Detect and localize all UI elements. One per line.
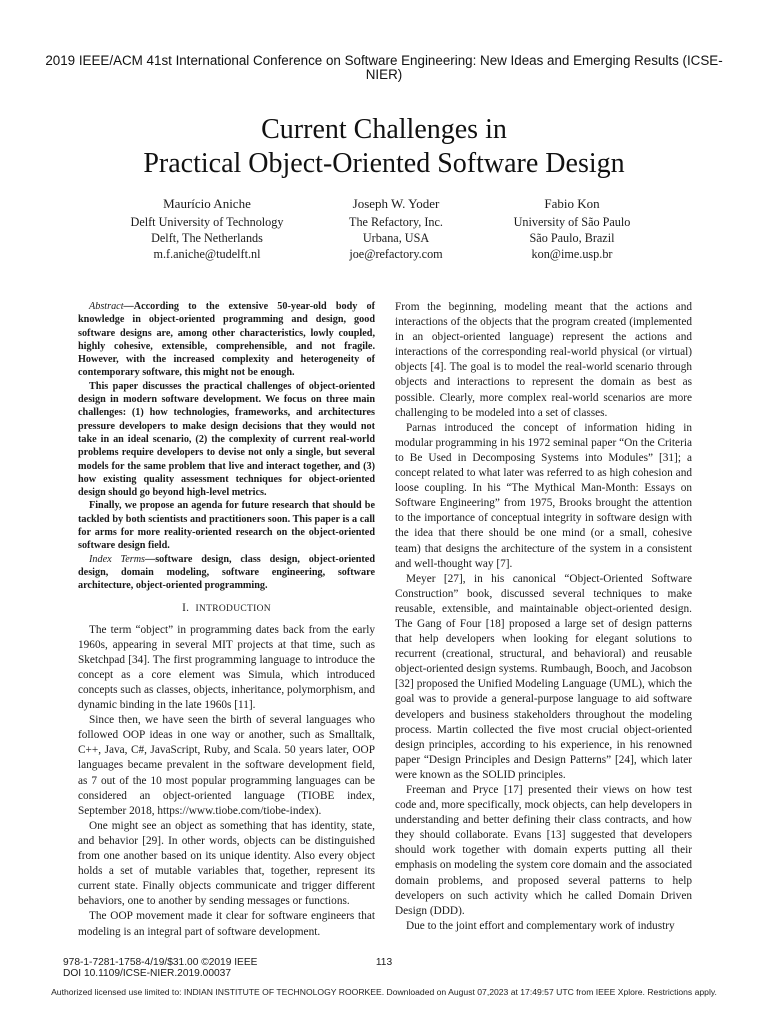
author-affiliation: The Refactory, Inc. xyxy=(349,215,443,229)
left-column xyxy=(78,300,375,940)
isbn-line: 978-1-7281-1758-4/19/$31.00 ©2019 IEEE xyxy=(63,957,258,968)
author-email[interactable]: m.f.aniche@tudelft.nl xyxy=(153,247,261,261)
abstract-paragraph-2: This paper discusses the practical challenges of object-oriented design in modern software development. We focus on three main challenges: (1) how technologies, frameworks, and architectures pressure developers to make design decisions that they would not take in an ideal scenario, (2) the complexity of current real-world problems require developers to devise not only a single, but several models for the same problem that live and interact together, and (3) how existing quality assessment techniques for object-oriented design should go beyond high-level metrics. xyxy=(78,380,375,499)
author-3 xyxy=(462,196,682,262)
author-name: Joseph W. Yoder xyxy=(352,196,440,211)
footer-copyright xyxy=(63,957,257,979)
section-heading: I. INTRODUCTION xyxy=(182,601,271,614)
body-paragraph: Due to the joint effort and complementary work of industry xyxy=(406,919,675,932)
abstract-paragraph-1: Abstract—According to the extensive 50-year-old body of knowledge in object-oriented programming and design, good software designs are, among other characteristics, lowly coupled, highly cohesive, extensible, comprehensible, and not fragile. However, with the increased complexity and heterogeneity of contemporary software, this might not be enough. xyxy=(78,301,375,379)
index-terms-label: Index Terms xyxy=(89,553,146,565)
body-paragraph: Since then, we have seen the birth of several languages who followed OOP ideas in one way or another, such as Smalltalk, C++, Java, C#, JavaScript, Ruby, and Scala. 50 years later, OOP languages became prevalent in the software development field, as 7 out of the 10 most popular programming languages can be considered an object-oriented language (TIOBE index, September 2018, https://www.tiobe.com/tiobe-index). xyxy=(78,714,375,817)
title-line-2: Practical Object-Oriented Software Design xyxy=(143,148,625,179)
body-paragraph: One might see an object as something that has identity, state, and behavior [29]. In other words, objects can be distinguished from one another based on its unique identity. Also every object holds a set of mutable variables that, together, represent its current state. Finally objects communicate and trigger different behaviors, one to another by sending messages or functions. xyxy=(78,819,375,908)
page-number: 113 xyxy=(375,957,393,968)
authorization-notice: Authorized licensed use limited to: INDIAN INSTITUTE OF TECHNOLOGY ROORKEE. Downloaded on August 07,2023 at 17:49:57 UTC from IEEE Xplore. Restrictions apply. xyxy=(51,987,717,997)
author-location: Delft, The Netherlands xyxy=(151,231,263,245)
paper-title xyxy=(40,113,728,181)
body-paragraph: The term “object” in programming dates back from the early 1960s, appearing in several MIT projects at that time, such as Sketchpad [34]. The first programming language to introduce the concept as a core element was Simula, which introduced concepts such as classes, objects, inheritance, polymorphism, and dynamic binding in the late 1960s [11]. xyxy=(78,623,375,712)
author-email[interactable]: kon@ime.usp.br xyxy=(531,247,613,261)
author-location: Urbana, USA xyxy=(362,231,430,245)
body-paragraph: Meyer [27], in his canonical “Object-Oriented Software Construction” book, discussed several techniques to make reusable, extensible, and maintainable object-oriented design. The Gang of Four [18] proposed a large set of design patterns that help developers when looking for elegant solutions to recurrent (creational, structural, and behavioral) and reusable object-oriented design systems. Rumbaugh, Booch, and Jacobson [32] proposed the Unified Modeling Language (UML), which the goal was to provide a general-purpose language to aid software developers and business stakeholders throughout the modeling process. Martin collected the five most crucial object-oriented design principles, according to his experience, in his renowned paper “Design Principles and Design Patterns” [24], which later were known as the SOLID principles. xyxy=(395,572,692,781)
body-paragraph: The OOP movement made it clear for software engineers that modeling is an integral part of software development. xyxy=(78,910,375,938)
body-paragraph: From the beginning, modeling meant that the actions and interactions of the objects that the program created (implemented in an object-oriented language) represent the actions and interactions of the corresponding real-world physical (or virtual) objects [4]. The goal is to model the real-world scenario through objects and interactions to represent the domain as best as possible. Clearly, more complex real-world scenarios are more challenging to be modeled into a set of classes. xyxy=(395,301,692,419)
abstract xyxy=(78,300,375,593)
author-email[interactable]: joe@refactory.com xyxy=(349,247,443,261)
author-affiliation: Delft University of Technology xyxy=(130,215,284,229)
author-location: São Paulo, Brazil xyxy=(529,231,615,245)
right-column xyxy=(395,300,692,934)
author-name: Maurício Aniche xyxy=(163,196,251,211)
index-terms: Index Terms—software design, class design, object-oriented design, domain modeling, software engineering, software architecture, object-oriented programming. xyxy=(78,553,375,592)
body-paragraph: Freeman and Pryce [17] presented their views on how test code and, more specifically, mock objects, can help developers in understanding and better defining their class contracts, and how they should collaborate. Evans [13] suggested that developers should work together with domain experts putting all their emphasis on modeling the system core domain and the associated domain problems, and proposed several patterns to help developers on such activity which he called Domain Driven Design (DDD). xyxy=(395,784,692,917)
abstract-paragraph-3: Finally, we propose an agenda for future research that should be tackled by both scientists and practitioners soon. This paper is a call for arms for more reality-oriented research on the object-oriented software design field. xyxy=(78,500,375,552)
author-name: Fabio Kon xyxy=(544,196,600,211)
author-1 xyxy=(97,196,317,262)
author-affiliation: University of São Paulo xyxy=(513,215,631,229)
abstract-label: Abstract xyxy=(89,301,124,312)
title-line-1: Current Challenges in xyxy=(261,114,507,145)
doi-line: DOI 10.1109/ICSE-NIER.2019.00037 xyxy=(63,968,232,979)
body-paragraph: Parnas introduced the concept of information hiding in modular programming in his 1972 seminal paper “On the Criteria to Be Used in Decomposing Systems into Modules” [31]; a concept related to what later was referred to as high cohesion and loose coupling. In his “The Mythical Man-Month: Essays on Software Engineering” from 1975, Brooks brought the attention to the importance of conceptual integrity in software design with the idea that there should be one mind (or a small, cohesive team) that designs the architecture of the system in a consistent and well-thought way [7]. xyxy=(395,421,692,570)
conference-header: 2019 IEEE/ACM 41st International Conference on Software Engineering: New Ideas and Emerging Results (ICSE-NIER) xyxy=(45,53,723,82)
